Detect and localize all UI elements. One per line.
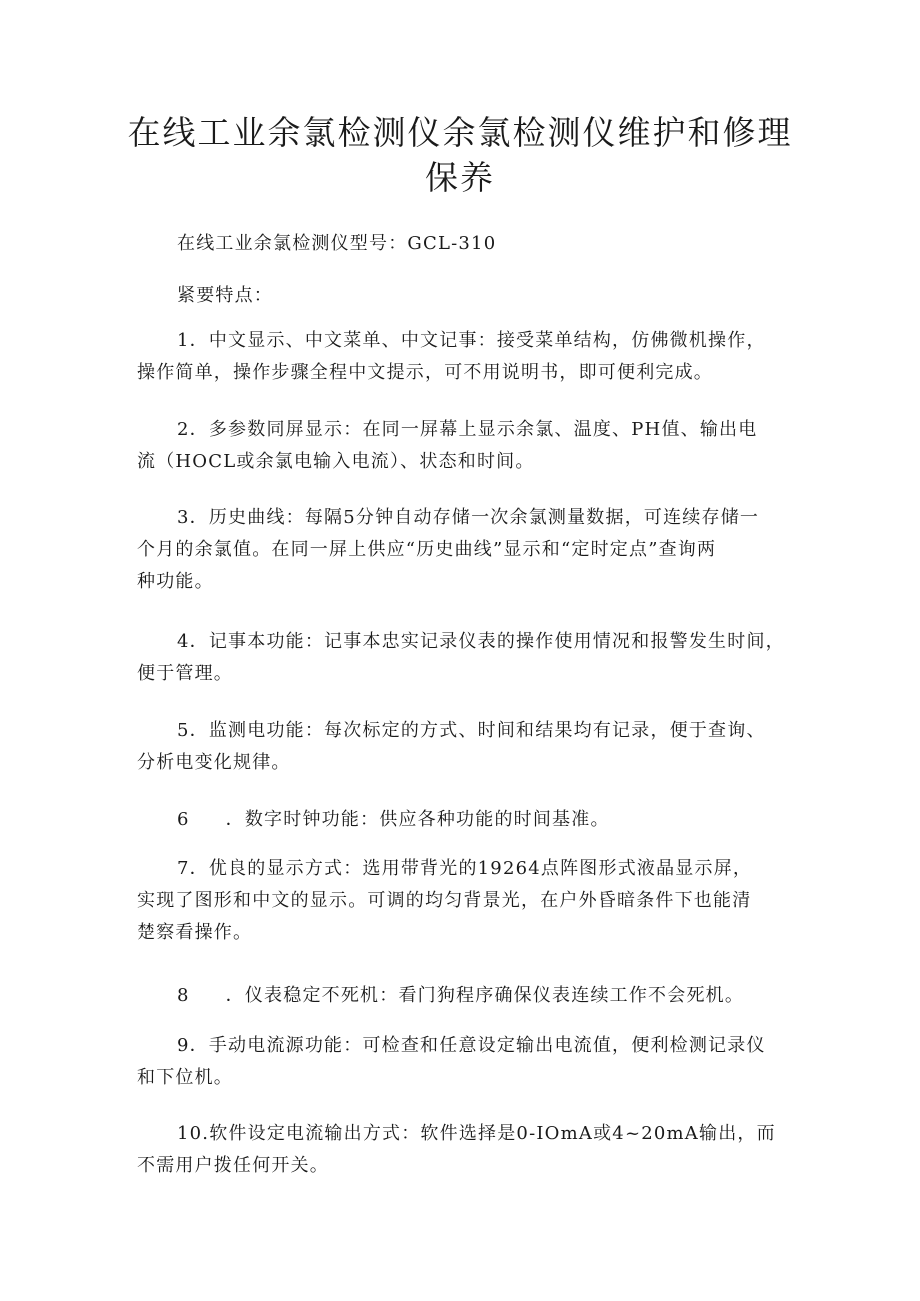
model-paragraph bbox=[137, 228, 797, 260]
feature-item-5-line-2: 分析电变化规律。 bbox=[137, 752, 291, 773]
feature-item-1-line-1: 1．中文显示、中文菜单、中文记事：接受菜单结构，仿佛微机操作， bbox=[177, 330, 766, 351]
feature-item-2-line-2: 流（HOCL或余氯电输入电流）、状态和时间。 bbox=[137, 451, 535, 472]
features-heading: 紧要特点： bbox=[177, 285, 273, 306]
feature-item-3 bbox=[137, 502, 797, 598]
feature-item-10-line-2: 不需用户拨任何开关。 bbox=[137, 1155, 329, 1176]
feature-item-2 bbox=[137, 414, 797, 478]
feature-item-6 bbox=[137, 804, 797, 836]
feature-item-5-line-1: 5．监测电功能：每次标定的方式、时间和结果均有记录，便于查询、 bbox=[177, 720, 766, 741]
document-title-line-1: 在线工业余氯检测仪余氯检测仪维护和修理 bbox=[127, 113, 793, 152]
feature-item-5 bbox=[137, 715, 797, 779]
feature-item-7-line-3: 楚察看操作。 bbox=[137, 922, 253, 943]
feature-item-6-text: ．数字时钟功能：供应各种功能的时间基准。 bbox=[225, 809, 610, 830]
feature-item-6-number: 6 bbox=[177, 809, 190, 830]
feature-item-8 bbox=[137, 980, 797, 1012]
features-heading-paragraph bbox=[137, 280, 797, 312]
feature-item-3-line-2: 个月的余氯值。在同一屏上供应“历史曲线”显示和“定时定点”查询两 bbox=[137, 539, 717, 560]
feature-item-9-line-1: 9．手动电流源功能：可检查和任意设定输出电流值，便利检测记录仪 bbox=[177, 1035, 766, 1056]
feature-item-4-line-1: 4．记事本功能：记事本忠实记录仪表的操作使用情况和报警发生时间， bbox=[177, 631, 785, 652]
feature-item-1-line-2: 操作简单，操作步骤全程中文提示，可不用说明书，即可便利完成。 bbox=[137, 362, 713, 383]
feature-item-3-line-1: 3．历史曲线：每隔5分钟自动存储一次余氯测量数据，可连续存储一 bbox=[177, 507, 760, 528]
document-title-line-2: 保养 bbox=[425, 158, 495, 197]
feature-item-7 bbox=[137, 853, 797, 949]
feature-item-4 bbox=[137, 626, 797, 690]
feature-item-8-text: ．仪表稳定不死机：看门狗程序确保仪表连续工作不会死机。 bbox=[225, 985, 745, 1006]
feature-item-3-line-3: 种功能。 bbox=[137, 571, 214, 592]
feature-item-10-line-1: 10.软件设定电流输出方式：软件选择是0-IOmA或4~20mA输出，而 bbox=[177, 1123, 776, 1144]
feature-item-2-line-1: 2．多参数同屏显示：在同一屏幕上显示余氯、温度、PH值、输出电 bbox=[177, 419, 758, 440]
feature-item-4-line-2: 便于管理。 bbox=[137, 663, 233, 684]
feature-item-1 bbox=[137, 325, 797, 389]
feature-item-9 bbox=[137, 1030, 797, 1094]
feature-item-8-number: 8 bbox=[177, 985, 190, 1006]
feature-item-7-line-2: 实现了图形和中文的显示。可调的均匀背景光，在户外昏暗条件下也能清 bbox=[137, 890, 752, 911]
feature-item-10 bbox=[137, 1118, 797, 1182]
feature-item-7-line-1: 7．优良的显示方式：选用带背光的19264点阵图形式液晶显示屏， bbox=[177, 858, 753, 879]
feature-item-9-line-2: 和下位机。 bbox=[137, 1067, 233, 1088]
model-line: 在线工业余氯检测仪型号：GCL-310 bbox=[177, 233, 497, 254]
